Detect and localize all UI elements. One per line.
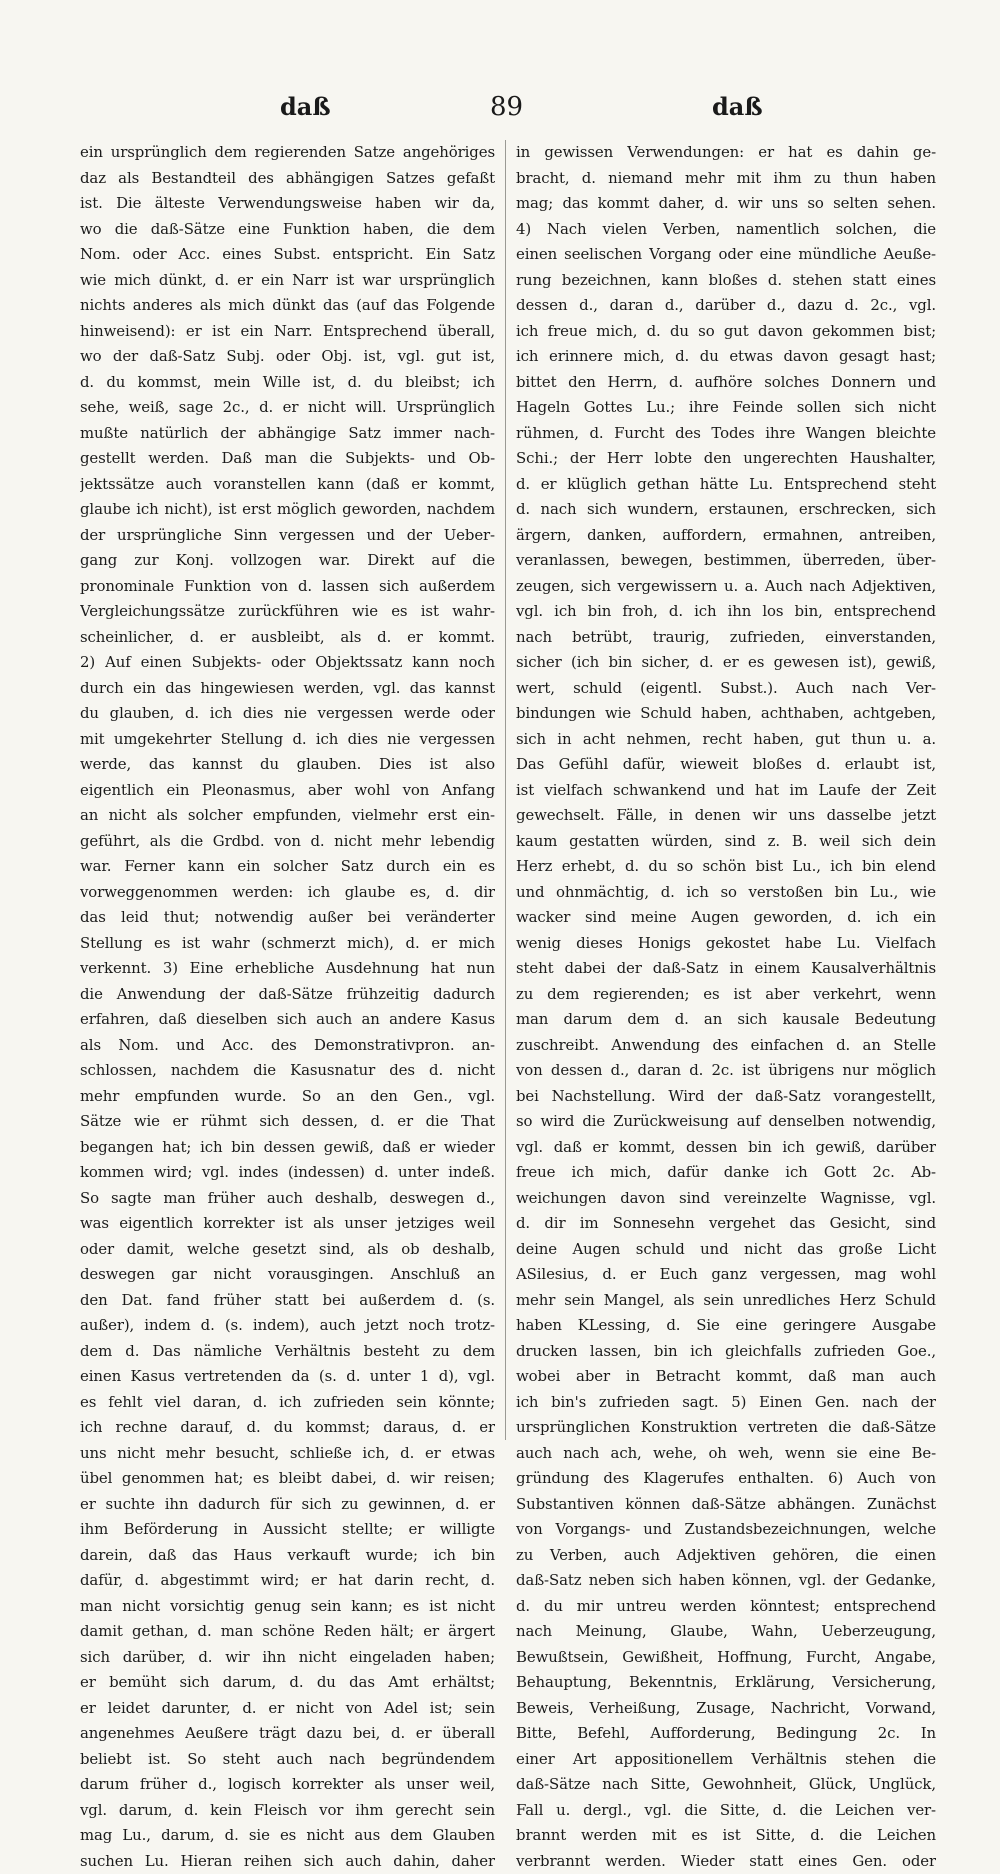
text-line: Das Gefühl dafür, wieweit bloßes d. erlaubt ist, — [516, 752, 936, 778]
text-line: Sätze wie er rühmt sich dessen, d. er die That — [80, 1109, 495, 1135]
text-line: die Anwendung der daß-Sätze frühzeitig dadurch — [80, 982, 495, 1008]
text-line: was eigentlich korrekter ist als unser jetziges weil — [80, 1211, 495, 1237]
text-line: verkennt. 3) Eine erhebliche Ausdehnung hat nun — [80, 956, 495, 982]
text-line: vorweggenommen werden: ich glaube es, d. dir — [80, 880, 495, 906]
text-line: haben KLessing, d. Sie eine geringere Ausgabe — [516, 1313, 936, 1339]
page-header — [80, 92, 930, 126]
text-line: kommen wird; vgl. indes (indessen) d. unter indeß. — [80, 1160, 495, 1186]
text-line: daß-Sätze nach Sitte, Gewohnheit, Glück, Unglück, — [516, 1772, 936, 1798]
text-line: das leid thut; notwendig außer bei veränderter — [80, 905, 495, 931]
text-line: den Dat. fand früher statt bei außerdem d. (s. — [80, 1288, 495, 1314]
text-line: sich in acht nehmen, recht haben, gut thun u. a. — [516, 727, 936, 753]
text-line: beliebt ist. So steht auch nach begründendem — [80, 1747, 495, 1773]
text-line: sicher (ich bin sicher, d. er es gewesen ist), gewiß, — [516, 650, 936, 676]
text-line: freue ich mich, dafür danke ich Gott 2c. Ab- — [516, 1160, 936, 1186]
text-line: übel genommen hat; es bleibt dabei, d. wir reisen; — [80, 1466, 495, 1492]
text-line: zu Verben, auch Adjektiven gehören, die einen — [516, 1543, 936, 1569]
text-line: einer Art appositionellem Verhältnis stehen die — [516, 1747, 936, 1773]
text-line: deine Augen schuld und nicht das große Licht — [516, 1237, 936, 1263]
text-line: ist. Die älteste Verwendungsweise haben wir da, — [80, 191, 495, 217]
text-line: als Nom. und Acc. des Demonstrativpron. an- — [80, 1033, 495, 1059]
text-line: darum früher d., logisch korrekter als unser weil, — [80, 1772, 495, 1798]
text-line: bracht, d. niemand mehr mit ihm zu thun haben — [516, 166, 936, 192]
text-line: scheinlicher, d. er ausbleibt, als d. er kommt. — [80, 625, 495, 651]
text-line: ich rechne darauf, d. du kommst; daraus, d. er — [80, 1415, 495, 1441]
text-line: durch ein das hingewiesen werden, vgl. das kannst — [80, 676, 495, 702]
text-line: geführt, als die Grdbd. von d. nicht mehr lebendig — [80, 829, 495, 855]
text-line: mehr empfunden wurde. So an den Gen., vgl. — [80, 1084, 495, 1110]
text-line: brannt werden mit es ist Sitte, d. die Leichen — [516, 1823, 936, 1849]
text-line: wobei aber in Betracht kommt, daß man auch — [516, 1364, 936, 1390]
text-line: daz als Bestandteil des abhängigen Satzes gefaßt — [80, 166, 495, 192]
text-line: Vergleichungssätze zurückführen wie es ist wahr- — [80, 599, 495, 625]
text-line: sehe, weiß, sage 2c., d. er nicht will. Ursprünglich — [80, 395, 495, 421]
text-line: dem d. Das nämliche Verhältnis besteht zu dem — [80, 1339, 495, 1365]
text-line: ich bin's zufrieden sagt. 5) Einen Gen. nach der — [516, 1390, 936, 1416]
text-line: wie mich dünkt, d. er ein Narr ist war ursprünglich — [80, 268, 495, 294]
text-line: man nicht vorsichtig genug sein kann; es ist nicht — [80, 1594, 495, 1620]
right-column — [516, 140, 936, 1440]
text-line: ist vielfach schwankend und hat im Laufe der Zeit — [516, 778, 936, 804]
text-line: so wird die Zurückweisung auf denselben notwendig, — [516, 1109, 936, 1135]
text-line: nach betrübt, traurig, zufrieden, einverstanden, — [516, 625, 936, 651]
text-line: vgl. darum, d. kein Fleisch vor ihm gerecht sein — [80, 1798, 495, 1824]
text-line: d. nach sich wundern, erstaunen, erschrecken, sich — [516, 497, 936, 523]
text-line: kaum gestatten würden, sind z. B. weil sich dein — [516, 829, 936, 855]
text-line: suchen Lu. Hieran reihen sich auch dahin, daher — [80, 1849, 495, 1874]
text-line: ursprünglichen Konstruktion vertreten die daß-Sätze — [516, 1415, 936, 1441]
text-line: erfahren, daß dieselben sich auch an andere Kasus — [80, 1007, 495, 1033]
text-line: veranlassen, bewegen, bestimmen, überreden, über- — [516, 548, 936, 574]
text-line: in gewissen Verwendungen: er hat es dahin ge- — [516, 140, 936, 166]
text-line: werde, das kannst du glauben. Dies ist also — [80, 752, 495, 778]
text-line: wert, schuld (eigentl. Subst.). Auch nach Ver- — [516, 676, 936, 702]
text-line: Fall u. dergl., vgl. die Sitte, d. die Leichen ver- — [516, 1798, 936, 1824]
text-line: darein, daß das Haus verkauft wurde; ich bin — [80, 1543, 495, 1569]
left-column — [80, 140, 495, 1440]
text-line: war. Ferner kann ein solcher Satz durch ein es — [80, 854, 495, 880]
text-line: du glauben, d. ich dies nie vergessen werde oder — [80, 701, 495, 727]
text-line: mag; das kommt daher, d. wir uns so selten sehen. — [516, 191, 936, 217]
text-line: oder damit, welche gesetzt sind, als ob deshalb, — [80, 1237, 495, 1263]
text-line: zu dem regierenden; es ist aber verkehrt, wenn — [516, 982, 936, 1008]
headword-right: daß — [712, 92, 763, 122]
text-line: ihm Beförderung in Aussicht stellte; er willigte — [80, 1517, 495, 1543]
text-line: eigentlich ein Pleonasmus, aber wohl von Anfang — [80, 778, 495, 804]
text-line: wacker sind meine Augen geworden, d. ich ein — [516, 905, 936, 931]
text-line: mußte natürlich der abhängige Satz immer nach- — [80, 421, 495, 447]
text-line: er leidet darunter, d. er nicht von Adel ist; sein — [80, 1696, 495, 1722]
text-line: gestellt werden. Daß man die Subjekts- und Ob- — [80, 446, 495, 472]
text-line: Bitte, Befehl, Aufforderung, Bedingung 2c. In — [516, 1721, 936, 1747]
text-line: einen seelischen Vorgang oder eine mündliche Aeuße- — [516, 242, 936, 268]
text-line: damit gethan, d. man schöne Reden hält; er ärgert — [80, 1619, 495, 1645]
text-line: von Vorgangs- und Zustandsbezeichnungen, welche — [516, 1517, 936, 1543]
text-line: Stellung es ist wahr (schmerzt mich), d. er mich — [80, 931, 495, 957]
text-line: Nom. oder Acc. eines Subst. entspricht. Ein Satz — [80, 242, 495, 268]
text-line: ärgern, danken, auffordern, ermahnen, antreiben, — [516, 523, 936, 549]
text-line: er bemüht sich darum, d. du das Amt erhältst; — [80, 1670, 495, 1696]
text-line: verbrannt werden. Wieder statt eines Gen. oder — [516, 1849, 936, 1874]
text-line: ich erinnere mich, d. du etwas davon gesagt hast; — [516, 344, 936, 370]
text-line: begangen hat; ich bin dessen gewiß, daß er wieder — [80, 1135, 495, 1161]
text-line: Herz erhebt, d. du so schön bist Lu., ich bin elend — [516, 854, 936, 880]
text-line: sich darüber, d. wir ihn nicht eingeladen haben; — [80, 1645, 495, 1671]
text-line: Bewußtsein, Gewißheit, Hoffnung, Furcht, Angabe, — [516, 1645, 936, 1671]
text-line: vgl. daß er kommt, dessen bin ich gewiß, darüber — [516, 1135, 936, 1161]
text-line: bindungen wie Schuld haben, achthaben, achtgeben, — [516, 701, 936, 727]
text-line: d. dir im Sonnesehn vergehet das Gesicht, sind — [516, 1211, 936, 1237]
text-line: Beweis, Verheißung, Zusage, Nachricht, Vorwand, — [516, 1696, 936, 1722]
text-line: d. du kommst, mein Wille ist, d. du bleibst; ich — [80, 370, 495, 396]
text-line: mit umgekehrter Stellung d. ich dies nie vergessen — [80, 727, 495, 753]
text-line: angenehmes Aeußere trägt dazu bei, d. er überall — [80, 1721, 495, 1747]
text-line: d. du mir untreu werden könntest; entsprechend — [516, 1594, 936, 1620]
text-line: uns nicht mehr besucht, schließe ich, d. er etwas — [80, 1441, 495, 1467]
text-line: Schi.; der Herr lobte den ungerechten Haushalter, — [516, 446, 936, 472]
text-line: gang zur Konj. vollzogen war. Direkt auf die — [80, 548, 495, 574]
text-line: drucken lassen, bin ich gleichfalls zufrieden Goe., — [516, 1339, 936, 1365]
text-line: von dessen d., daran d. 2c. ist übrigens nur möglich — [516, 1058, 936, 1084]
text-line: vgl. ich bin froh, d. ich ihn los bin, entsprechend — [516, 599, 936, 625]
text-line: glaube ich nicht), ist erst möglich geworden, nachdem — [80, 497, 495, 523]
text-line: mehr sein Mangel, als sein unredliches Herz Schuld — [516, 1288, 936, 1314]
text-line: rung bezeichnen, kann bloßes d. stehen statt eines — [516, 268, 936, 294]
text-line: 4) Nach vielen Verben, namentlich solchen, die — [516, 217, 936, 243]
text-line: zuschreibt. Anwendung des einfachen d. an Stelle — [516, 1033, 936, 1059]
text-line: auch nach ach, wehe, oh weh, wenn sie eine Be- — [516, 1441, 936, 1467]
text-line: daß-Satz neben sich haben können, vgl. der Gedanke, — [516, 1568, 936, 1594]
text-line: dessen d., daran d., darüber d., dazu d. 2c., vgl. — [516, 293, 936, 319]
page-number: 89 — [490, 92, 523, 122]
text-line: weichungen davon sind vereinzelte Wagnisse, vgl. — [516, 1186, 936, 1212]
text-line: bei Nachstellung. Wird der daß-Satz vorangestellt, — [516, 1084, 936, 1110]
column-divider — [505, 140, 506, 1440]
text-line: jektssätze auch voranstellen kann (daß er kommt, — [80, 472, 495, 498]
text-line: schlossen, nachdem die Kasusnatur des d. nicht — [80, 1058, 495, 1084]
text-line: bittet den Herrn, d. aufhöre solches Donnern und — [516, 370, 936, 396]
text-line: steht dabei der daß-Satz in einem Kausalverhältnis — [516, 956, 936, 982]
text-line: deswegen gar nicht vorausgingen. Anschluß an — [80, 1262, 495, 1288]
text-line: an nicht als solcher empfunden, vielmehr erst ein- — [80, 803, 495, 829]
text-line: So sagte man früher auch deshalb, deswegen d., — [80, 1186, 495, 1212]
text-line: es fehlt viel daran, d. ich zufrieden sein könnte; — [80, 1390, 495, 1416]
text-line: Behauptung, Bekenntnis, Erklärung, Versicherung, — [516, 1670, 936, 1696]
text-line: einen Kasus vertretenden da (s. d. unter 1 d), vgl. — [80, 1364, 495, 1390]
text-line: der ursprüngliche Sinn vergessen und der Ueber- — [80, 523, 495, 549]
text-line: mag Lu., darum, d. sie es nicht aus dem Glauben — [80, 1823, 495, 1849]
text-line: außer), indem d. (s. indem), auch jetzt noch trotz- — [80, 1313, 495, 1339]
text-line: zeugen, sich vergewissern u. a. Auch nach Adjektiven, — [516, 574, 936, 600]
text-line: man darum dem d. an sich kausale Bedeutung — [516, 1007, 936, 1033]
text-line: gewechselt. Fälle, in denen wir uns dasselbe jetzt — [516, 803, 936, 829]
text-line: er suchte ihn dadurch für sich zu gewinnen, d. er — [80, 1492, 495, 1518]
text-line: nach Meinung, Glaube, Wahn, Ueberzeugung, — [516, 1619, 936, 1645]
text-line: d. er klüglich gethan hätte Lu. Entsprechend steht — [516, 472, 936, 498]
text-line: rühmen, d. Furcht des Todes ihre Wangen bleichte — [516, 421, 936, 447]
text-line: dafür, d. abgestimmt wird; er hat darin recht, d. — [80, 1568, 495, 1594]
headword-left: daß — [280, 92, 331, 122]
text-line: gründung des Klagerufes enthalten. 6) Auch von — [516, 1466, 936, 1492]
text-line: ich freue mich, d. du so gut davon gekommen bist; — [516, 319, 936, 345]
text-line: Substantiven können daß-Sätze abhängen. Zunächst — [516, 1492, 936, 1518]
text-line: ASilesius, d. er Euch ganz vergessen, mag wohl — [516, 1262, 936, 1288]
text-line: wo der daß-Satz Subj. oder Obj. ist, vgl. gut ist, — [80, 344, 495, 370]
text-line: nichts anderes als mich dünkt das (auf das Folgende — [80, 293, 495, 319]
text-line: hinweisend): er ist ein Narr. Entsprechend überall, — [80, 319, 495, 345]
text-line: und ohnmächtig, d. ich so verstoßen bin Lu., wie — [516, 880, 936, 906]
text-line: Hageln Gottes Lu.; ihre Feinde sollen sich nicht — [516, 395, 936, 421]
text-line: 2) Auf einen Subjekts- oder Objektssatz kann noch — [80, 650, 495, 676]
text-line: wo die daß-Sätze eine Funktion haben, die dem — [80, 217, 495, 243]
text-line: ein ursprünglich dem regierenden Satze angehöriges — [80, 140, 495, 166]
text-line: pronominale Funktion von d. lassen sich außerdem — [80, 574, 495, 600]
text-line: wenig dieses Honigs gekostet habe Lu. Vielfach — [516, 931, 936, 957]
